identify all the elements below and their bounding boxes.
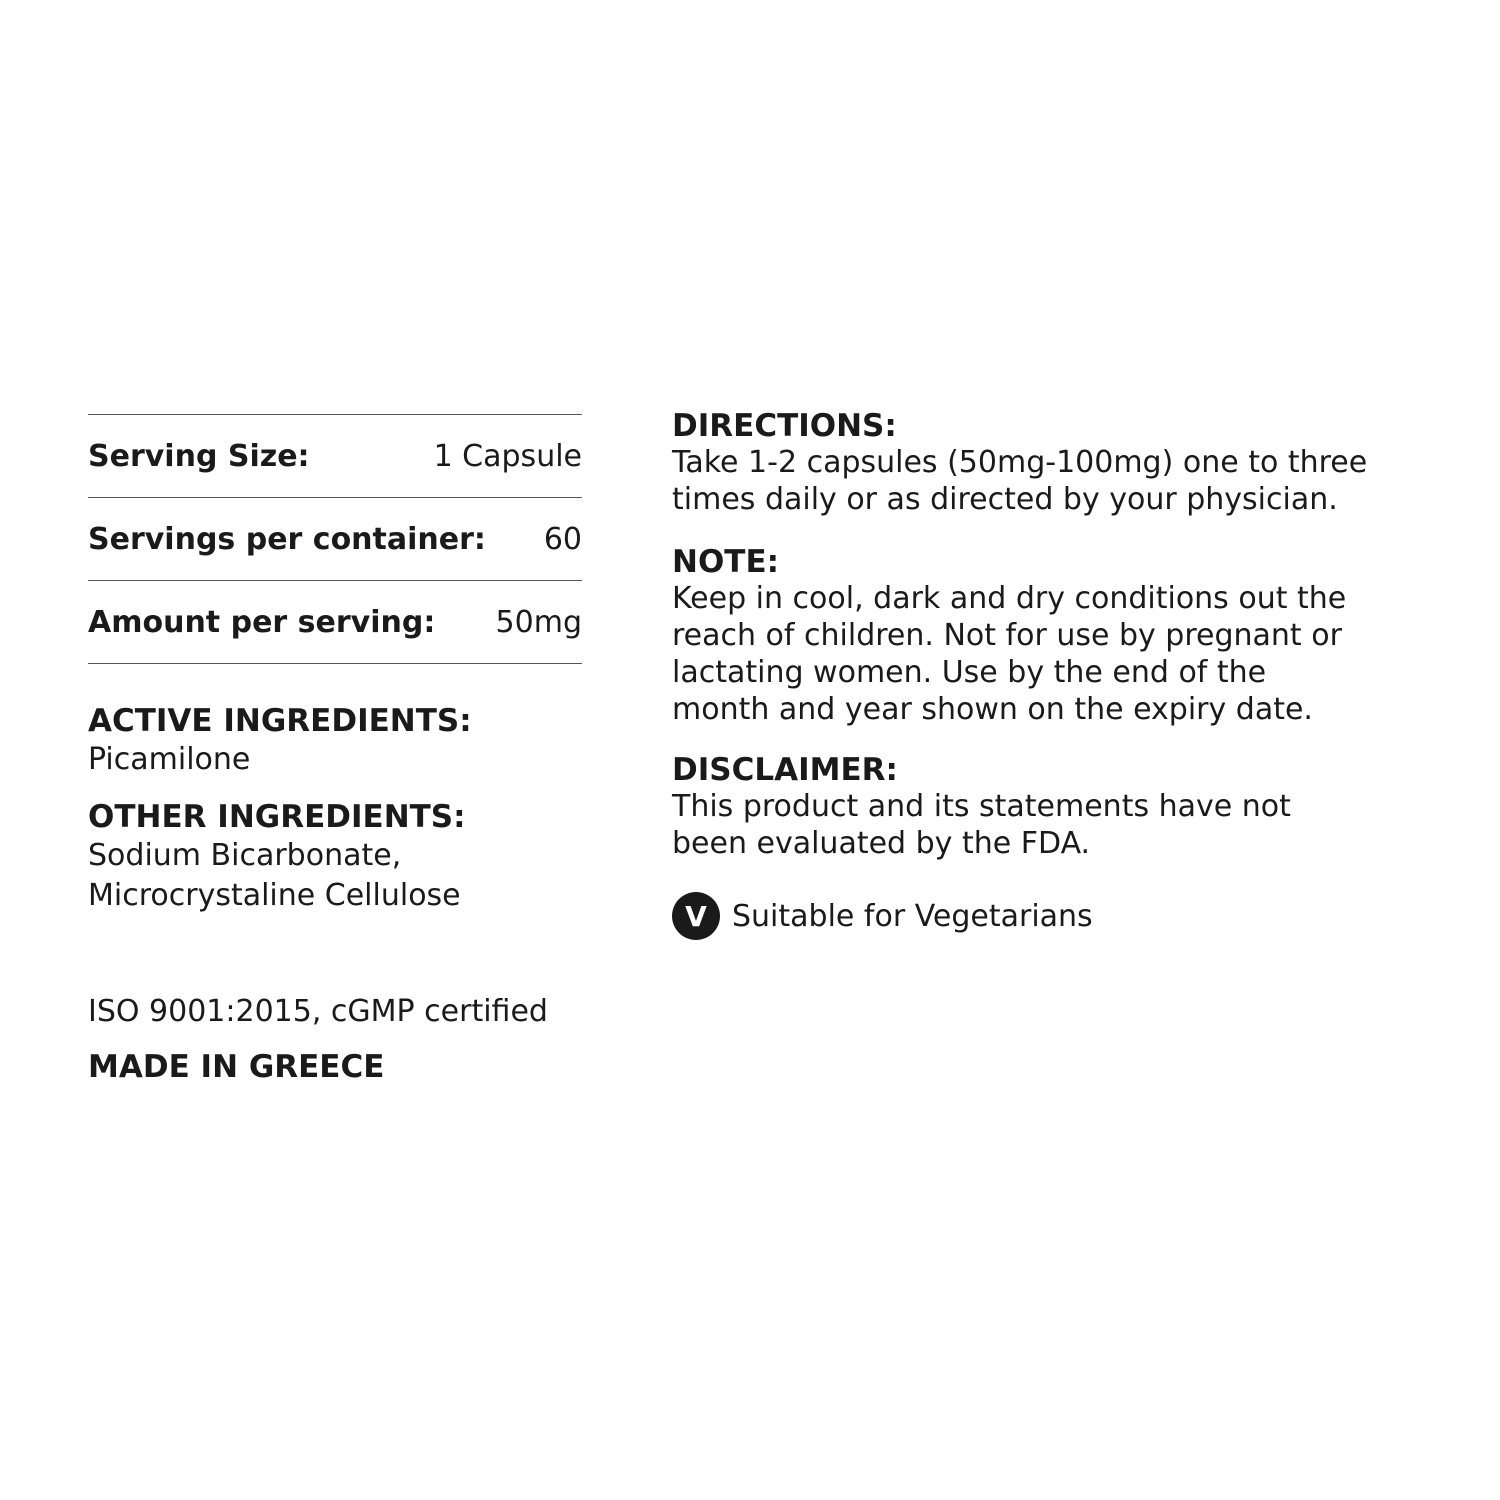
facts-label: Servings per container: — [88, 521, 486, 557]
facts-label: Amount per serving: — [88, 604, 436, 640]
facts-value: 50mg — [495, 604, 582, 640]
facts-row-serving-size — [88, 415, 582, 498]
active-ingredients-heading: ACTIVE INGREDIENTS: — [88, 703, 472, 739]
note-line: lactating women. Use by the end of the — [672, 655, 1267, 690]
facts-value: 60 — [543, 521, 582, 557]
disclaimer-line: This product and its statements have not — [672, 789, 1291, 824]
directions-line: times daily or as directed by your physician. — [672, 482, 1338, 517]
vegetarian-badge-icon: V — [672, 892, 720, 940]
facts-row-amount-per-serving — [88, 581, 582, 664]
certification-text: ISO 9001:2015, cGMP certified — [88, 994, 548, 1029]
note-line: month and year shown on the expiry date. — [672, 692, 1313, 727]
facts-label: Serving Size: — [88, 438, 310, 474]
directions-section — [672, 408, 1452, 518]
note-section — [672, 544, 1452, 728]
active-ingredients-text: Picamilone — [88, 742, 251, 777]
left-column — [88, 414, 582, 1086]
other-ingredients-section — [88, 798, 582, 916]
vegetarian-row — [672, 892, 1452, 940]
other-ingredients-heading: OTHER INGREDIENTS: — [88, 799, 466, 835]
right-column — [672, 408, 1452, 940]
facts-row-servings-per-container — [88, 498, 582, 581]
facts-value: 1 Capsule — [433, 438, 582, 474]
disclaimer-heading: DISCLAIMER: — [672, 752, 898, 788]
directions-line: Take 1-2 capsules (50mg-100mg) one to three — [672, 445, 1368, 480]
supplement-facts-table — [88, 414, 582, 664]
active-ingredients-section — [88, 702, 582, 780]
note-line: Keep in cool, dark and dry conditions out the — [672, 581, 1347, 616]
disclaimer-section — [672, 752, 1452, 862]
disclaimer-line: been evaluated by the FDA. — [672, 826, 1091, 861]
vegetarian-text: Suitable for Vegetarians — [732, 898, 1093, 934]
other-ingredients-line: Microcrystaline Cellulose — [88, 878, 461, 913]
other-ingredients-line: Sodium Bicarbonate, — [88, 838, 402, 873]
origin-text: MADE IN GREECE — [88, 1049, 385, 1085]
note-line: reach of children. Not for use by pregnant or — [672, 618, 1342, 653]
note-heading: NOTE: — [672, 544, 780, 580]
directions-heading: DIRECTIONS: — [672, 408, 897, 444]
